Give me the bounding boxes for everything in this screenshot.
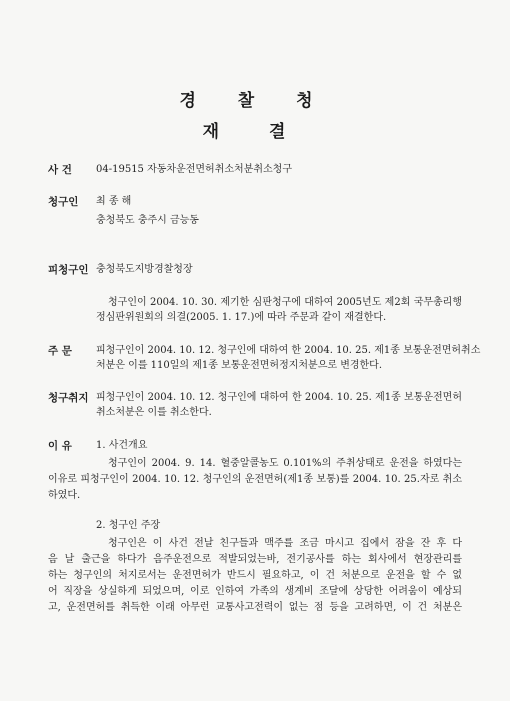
reason-section-2-heading: 2. 청구인 주장 — [96, 520, 161, 531]
reason-label: 이 유 — [48, 440, 72, 452]
case-label: 사 건 — [48, 164, 72, 176]
claim-purpose-line-2: 취소처분은 이를 취소한다. — [96, 407, 212, 418]
claim-purpose-line-1: 피청구인이 2004. 10. 12. 청구인에 대하여 한 2004. 10. 25. 제1종 보통운전면허 — [96, 392, 462, 403]
order-label: 주 문 — [48, 345, 72, 357]
respondent-label: 피청구인 — [48, 264, 89, 276]
reason-s2-line-5: 고, 운전면허를 취득한 이래 아무런 교통사고전력이 없는 점 등을 고려하면, 이 건 처분은 — [48, 602, 462, 613]
reason-s2-line-2: 음 날 출근을 하다가 음주운전으로 적발되었는바, 전기공사를 하는 회사에서 현장관리를 — [48, 554, 462, 565]
document-type-title: 재 결 — [202, 122, 308, 142]
claim-purpose-label: 청구취지 — [48, 392, 89, 404]
intro-line-1: 청구인이 2004. 10. 30. 제기한 심판청구에 대하여 2005년도 제2회 국무총리행 — [108, 297, 462, 308]
claimant-name: 최 종 해 — [96, 196, 132, 207]
case-number: 04-19515 자동차운전면허취소처분취소청구 — [96, 164, 292, 175]
agency-title: 경 찰 청 — [179, 91, 331, 111]
reason-s1-line-2: 이유로 피청구인이 2004. 10. 12. 청구인의 운전면허(제1종 보통)를 2004. 10. 25.자로 취소 — [48, 474, 462, 485]
reason-s2-line-3: 하는 청구인의 처지로서는 운전면허가 반드시 필요하고, 이 건 처분으로 운전을 할 수 없 — [48, 570, 462, 581]
reason-s1-line-3: 하였다. — [48, 490, 81, 501]
respondent-value: 충청북도지방경찰청장 — [96, 264, 193, 275]
reason-s2-line-4: 어 직장을 상실하게 되었으며, 이로 인하여 가족의 생계비 조달에 상당한 어려움이 예상되 — [48, 586, 462, 597]
reason-s2-line-1: 청구인은 이 사건 전날 친구들과 맥주를 조금 마시고 집에서 잠을 잔 후 다 — [108, 538, 462, 549]
claimant-label: 청구인 — [48, 196, 79, 208]
order-line-1: 피청구인이 2004. 10. 12. 청구인에 대하여 한 2004. 10. 25. 제1종 보통운전면허취소 — [96, 345, 481, 356]
reason-s1-line-1: 청구인이 2004. 9. 14. 혈중알콜농도 0.101%의 주취상태로 운전을 하였다는 — [108, 458, 462, 469]
intro-line-2: 정심판위원회의 의결(2005. 1. 17.)에 따라 주문과 같이 재결한다. — [96, 312, 387, 323]
reason-section-1-heading: 1. 사건개요 — [96, 440, 148, 451]
claimant-address: 충청북도 충주시 금능동 — [96, 215, 199, 226]
order-line-2: 처분은 이를 110일의 제1종 보통운전면허정지처분으로 변경한다. — [96, 360, 383, 371]
